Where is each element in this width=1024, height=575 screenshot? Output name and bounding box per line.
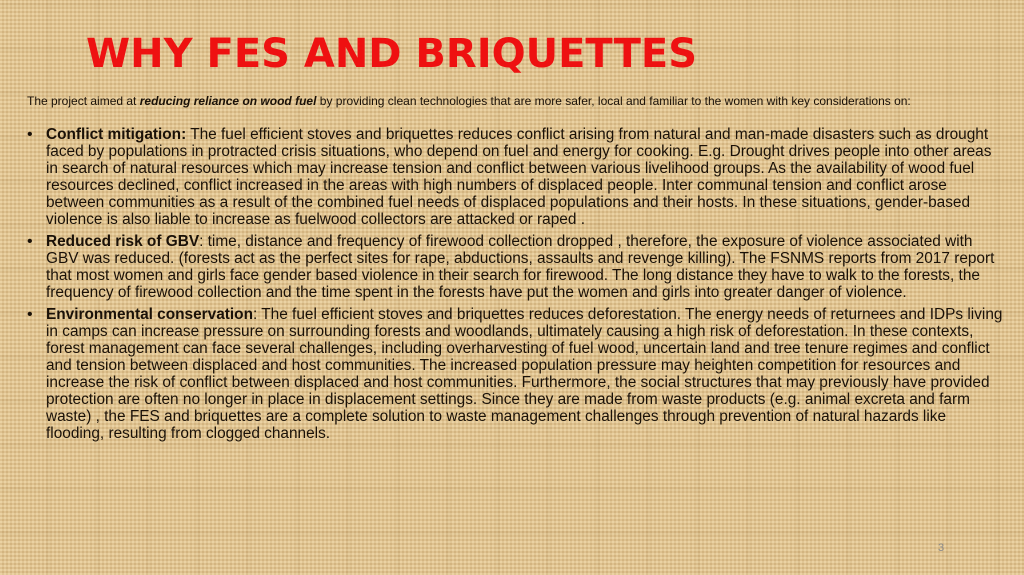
bullet-icon: • <box>27 126 33 143</box>
bullet-lead: Conflict mitigation: <box>46 126 187 143</box>
bullet-item-conflict-mitigation <box>27 126 1007 228</box>
intro-paragraph <box>27 95 987 109</box>
intro-emphasis: reducing reliance on wood fuel <box>139 94 317 108</box>
bullet-text: : The fuel efficient stoves and briquettes reduces deforestation. The energy needs of returnees and IDPs living in camps can increase pressure on surrounding forests and woodlands, ultimately causing a high risk of deforestation. In these contexts, forest management can face several challenges, including overharvesting of fuel wood, uncertain land and tree tenure regimes and conflict and tension between displaced and host communities. The increased population pressure may heighten competition for resources and increase the risk of conflict between displaced and host communities. Furthermore, the social structures that may previously have provided protection are often no longer in place in displacement settings. Since they are made from waste products (e.g. animal excreta and farm waste) , the FES and briquettes are a complete solution to waste management challenges through prevention of natural hazards like flooding, resulting from clogged channels. <box>46 306 1003 442</box>
bullet-item-reduced-risk-of-gbv <box>27 233 1007 301</box>
bullet-lead: Environmental conservation <box>46 306 253 323</box>
bullet-lead: Reduced risk of GBV <box>46 233 200 250</box>
bullet-item-environmental-conservation <box>27 306 1007 442</box>
bullet-icon: • <box>27 233 33 250</box>
bullet-text: The fuel efficient stoves and briquettes reduces conflict arising from natural and man-made disasters such as drought faced by populations in protracted crisis situations, who depend on fuel and energy for cooking. E.g. Drought drives people into other areas in search of natural resources which may increase tension and conflict between various livelihood groups. As the availability of wood fuel resources declined, conflict increased in the areas with high numbers of displaced people. Inter communal tension and conflict arose between communities as a result of the combined fuel needs of displaced populations and their hosts. In these situations, gender-based violence is also liable to increase as fuelwood collectors are attacked or raped . <box>46 126 992 228</box>
bullet-list <box>27 126 1007 447</box>
bullet-icon: • <box>27 306 33 323</box>
slide-title: WHY FES AND BRIQUETTES <box>86 31 698 77</box>
intro-text-before: The project aimed at <box>27 94 140 108</box>
slide-number: 3 <box>938 542 945 554</box>
intro-text-after: by providing clean technologies that are more safer, local and familiar to the women with key considerations on: <box>316 94 911 108</box>
bullet-text: : time, distance and frequency of firewood collection dropped , therefore, the exposure of violence associated with GBV was reduced. (forests act as the perfect sites for rape, abductions, assaults and revenge killing). The FSNMS reports from 2017 report that most women and girls face gender based violence in their search for firewood. The long distance they have to walk to the forests, the frequency of firewood collection and the time spent in the forests have put the women and girls into greater danger of violence. <box>46 233 995 301</box>
